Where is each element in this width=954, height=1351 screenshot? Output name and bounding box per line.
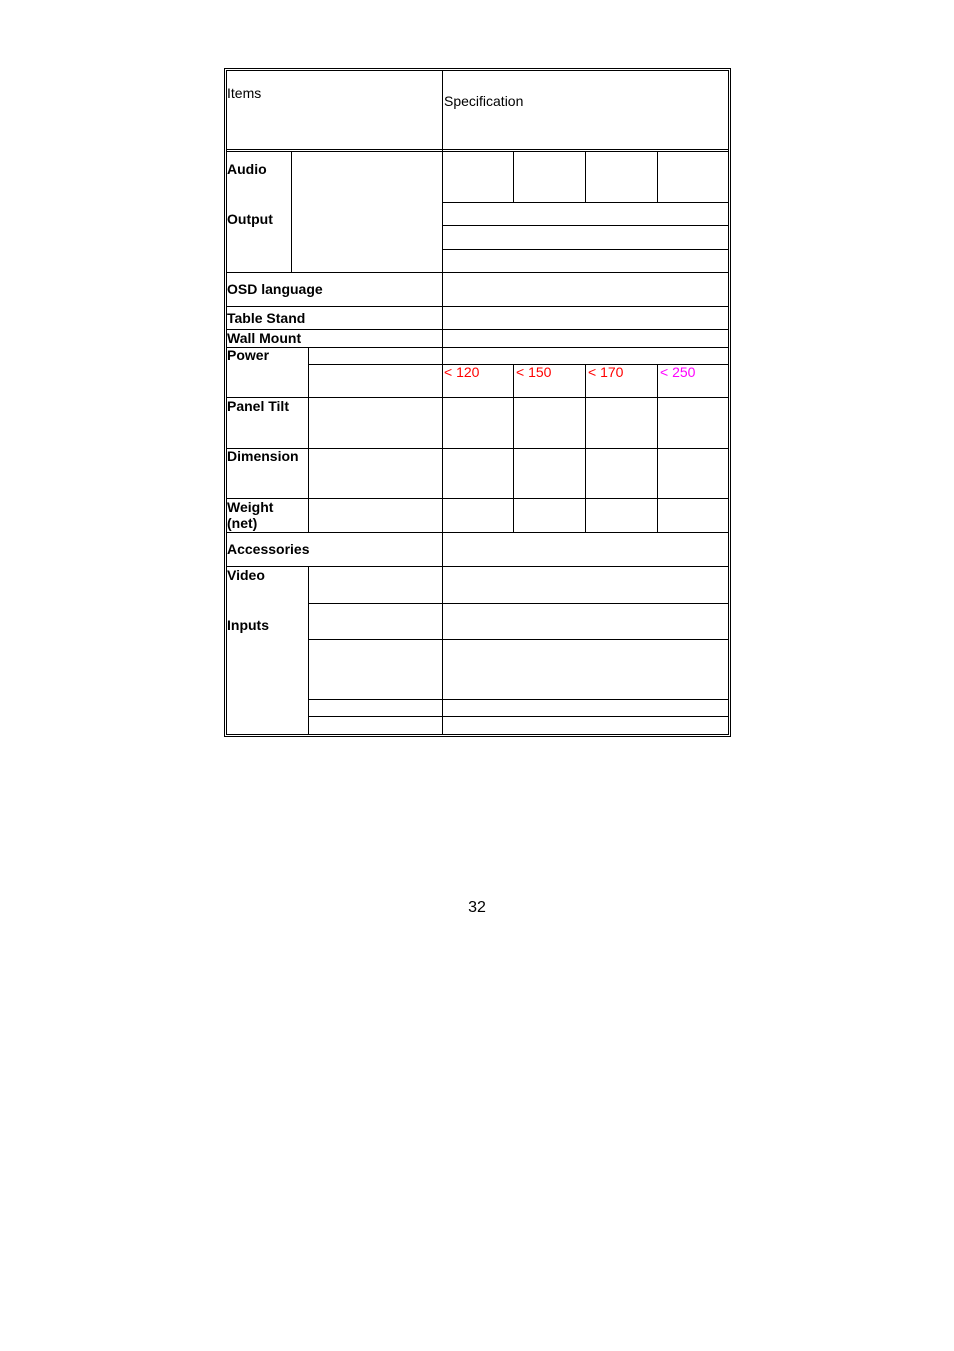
- row-label-table-stand: Table Stand: [227, 310, 306, 326]
- power-value-3: < 170: [588, 364, 624, 380]
- row-label-power: Power: [227, 347, 270, 363]
- power-value-1: < 120: [444, 364, 480, 380]
- page-number: 32: [468, 899, 486, 916]
- header-specification: Specification: [444, 93, 524, 109]
- row-label-accessories: Accessories: [227, 541, 310, 557]
- row-label-video: Video: [227, 567, 265, 583]
- power-value-2: < 150: [516, 364, 552, 380]
- row-label-weight: Weight: [227, 499, 274, 515]
- row-label-audio: Audio: [227, 161, 267, 177]
- row-label-wall-mount: Wall Mount: [227, 330, 302, 346]
- power-value-4: < 250: [660, 364, 696, 380]
- row-label-osd-language: OSD language: [227, 281, 323, 297]
- row-label-panel-tilt: Panel Tilt: [227, 398, 289, 414]
- row-label-output: Output: [227, 211, 273, 227]
- row-label-inputs: Inputs: [227, 617, 269, 633]
- header-items: Items: [227, 85, 262, 101]
- row-label-net: (net): [227, 515, 258, 531]
- row-label-dimension: Dimension: [227, 448, 299, 464]
